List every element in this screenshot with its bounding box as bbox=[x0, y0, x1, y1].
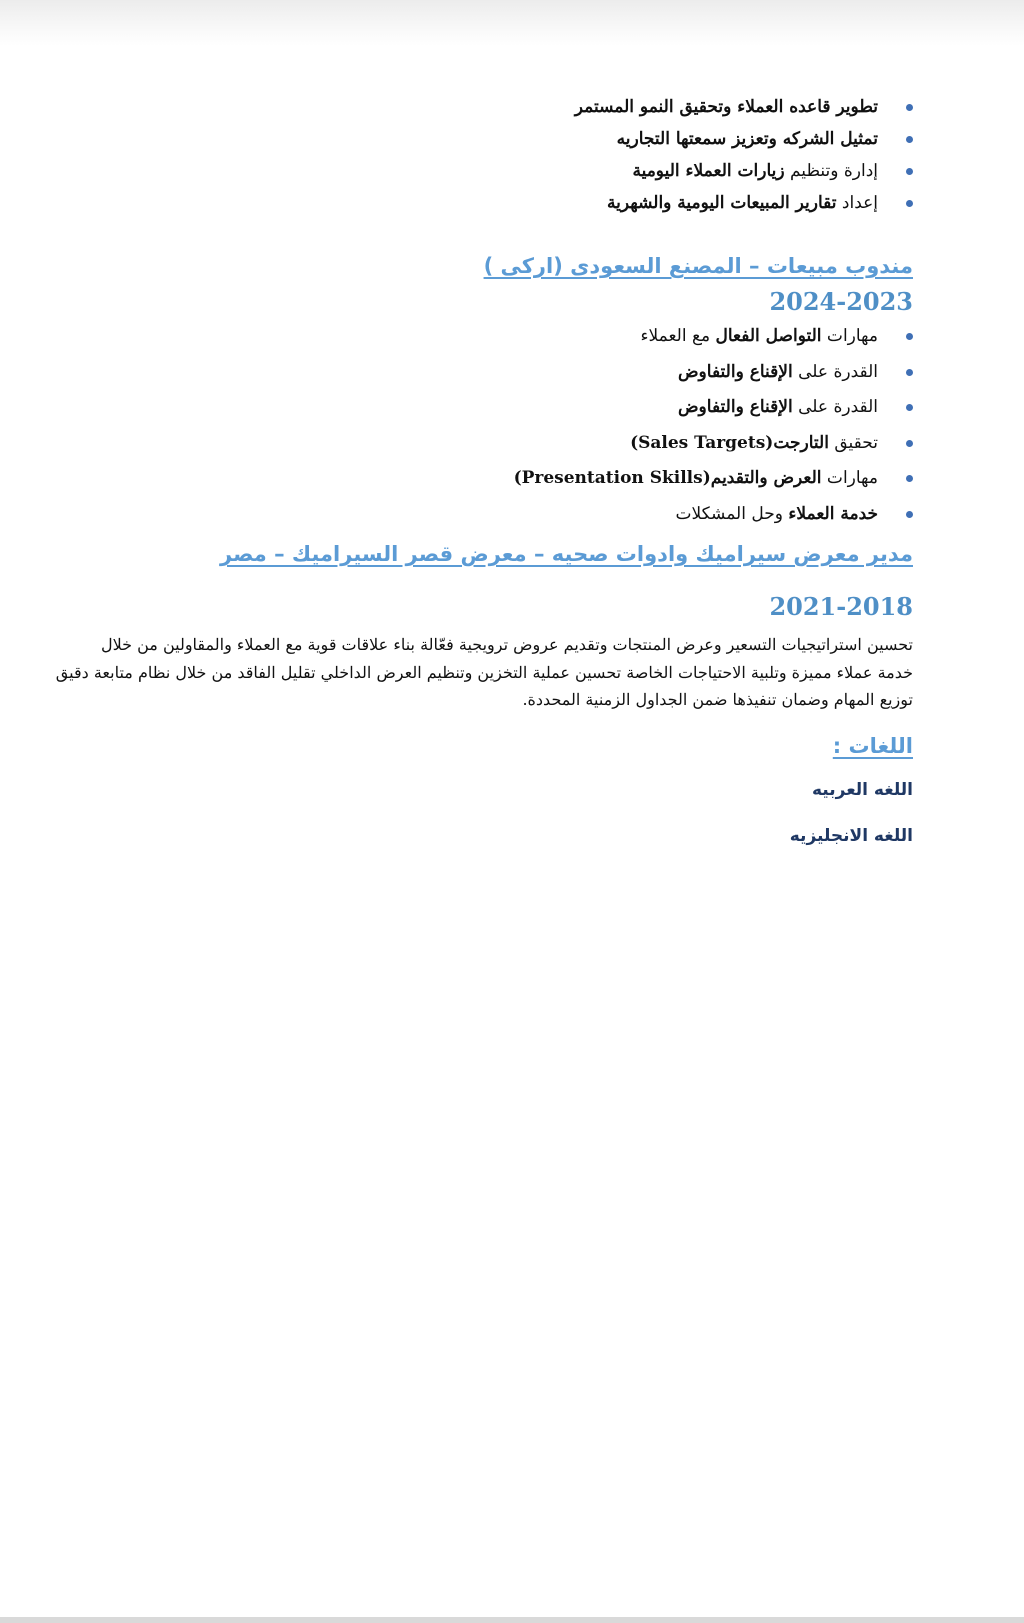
list-item bbox=[30, 361, 913, 397]
bullet-icon bbox=[906, 404, 913, 411]
responsibilities-list bbox=[30, 96, 913, 224]
language-item: اللغه الانجليزيه bbox=[789, 825, 913, 846]
description-line: توزيع المهام وضمان تنفيذها ضمن الجداول الزمنية المحددة. bbox=[522, 690, 913, 709]
bullet-text: إعداد تقارير المبيعات اليومية والشهرية bbox=[607, 193, 878, 213]
bullet-text: القدرة على الإقناع والتفاوض bbox=[678, 361, 878, 382]
job-title: مندوب مبيعات – المصنع السعودى (اركى ) bbox=[483, 254, 913, 278]
list-item bbox=[30, 192, 913, 224]
list-item bbox=[30, 96, 913, 128]
list-item bbox=[30, 432, 913, 468]
list-item bbox=[30, 128, 913, 160]
list-item bbox=[30, 503, 913, 539]
description-line: تحسين استراتيجيات التسعير وعرض المنتجات وتقديم عروض ترويجية فعّالة بناء علاقات قوية مع العملاء والمقاولين من خلال bbox=[100, 635, 913, 654]
bullet-text: القدرة على الإقناع والتفاوض bbox=[678, 397, 878, 417]
page-top-edge bbox=[0, 0, 1024, 46]
bullet-icon bbox=[906, 440, 913, 447]
bullet-icon bbox=[906, 333, 913, 340]
list-item bbox=[30, 325, 913, 361]
bullet-icon bbox=[906, 200, 913, 207]
bullet-icon bbox=[906, 475, 913, 482]
bullet-text: إدارة وتنظيم زيارات العملاء اليومية bbox=[632, 161, 878, 181]
languages-heading: اللغات : bbox=[832, 733, 913, 758]
language-item: اللغه العربيه bbox=[812, 779, 913, 800]
bullet-icon bbox=[906, 168, 913, 175]
job-years: 2021-2018 bbox=[769, 592, 913, 621]
list-item bbox=[30, 160, 913, 192]
bullet-text: تحقيق التارجت(Sales Targets) bbox=[630, 432, 878, 453]
bullet-icon bbox=[906, 104, 913, 111]
list-item bbox=[30, 396, 913, 432]
bullet-text: مهارات التواصل الفعال مع العملاء bbox=[640, 326, 878, 346]
bullet-icon bbox=[906, 511, 913, 518]
skills-list bbox=[30, 325, 913, 538]
list-item bbox=[30, 467, 913, 503]
bullet-icon bbox=[906, 136, 913, 143]
bullet-text: خدمة العملاء وحل المشكلات bbox=[675, 503, 878, 524]
bullet-text: تمثيل الشركه وتعزيز سمعتها التجاريه bbox=[616, 129, 878, 149]
job-title: مدير معرض سيراميك وادوات صحيه – معرض قصر السيراميك – مصر bbox=[220, 542, 913, 566]
bullet-icon bbox=[906, 369, 913, 376]
resume-page bbox=[30, 96, 913, 848]
job-description bbox=[30, 631, 913, 714]
bullet-text: مهارات العرض والتقديم(Presentation Skills) bbox=[513, 468, 878, 488]
job-years: 2024-2023 bbox=[769, 287, 913, 316]
bullet-text: تطوير قاعده العملاء وتحقيق النمو المستمر bbox=[574, 97, 878, 117]
page-bottom-edge bbox=[0, 1617, 1024, 1623]
description-line: خدمة عملاء مميزة وتلبية الاحتياجات الخاصة تحسين عملية التخزين وتنظيم العرض الداخلي تقليل الفاقد من خلال نظام متابعة دقيق bbox=[55, 662, 913, 682]
